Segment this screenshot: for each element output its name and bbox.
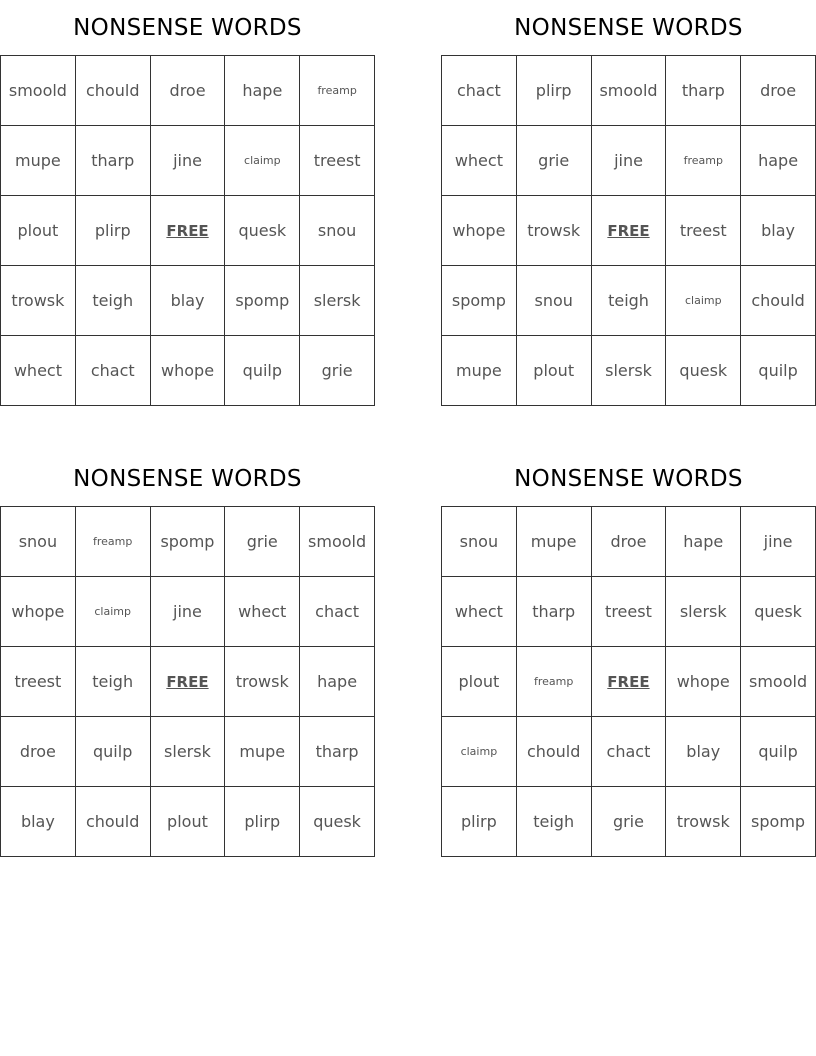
word-cell: mupe xyxy=(1,126,76,196)
grid-row xyxy=(1,787,375,857)
word-cell: whope xyxy=(1,577,76,647)
grid-row xyxy=(1,266,375,336)
grid-row xyxy=(1,717,375,787)
grid-row xyxy=(442,266,816,336)
word-cell: plout xyxy=(150,787,225,857)
word-cell: grie xyxy=(225,507,300,577)
word-cell: jine xyxy=(150,126,225,196)
word-cell: quesk xyxy=(741,577,816,647)
grid-row xyxy=(1,336,375,406)
word-grid xyxy=(441,506,816,857)
word-cell: mupe xyxy=(516,507,591,577)
word-cell: whect xyxy=(1,336,76,406)
word-cell: droe xyxy=(150,56,225,126)
word-cell: claimp xyxy=(666,266,741,336)
word-cell: teigh xyxy=(75,266,150,336)
word-cell: spomp xyxy=(150,507,225,577)
word-cell: claimp xyxy=(75,577,150,647)
word-cell: smoold xyxy=(591,56,666,126)
grid-row xyxy=(442,507,816,577)
word-cell: whect xyxy=(442,577,517,647)
word-cell: smoold xyxy=(300,507,375,577)
word-cell: whope xyxy=(150,336,225,406)
card-title: NONSENSE WORDS xyxy=(73,15,302,41)
word-cell: jine xyxy=(150,577,225,647)
word-cell: tharp xyxy=(75,126,150,196)
word-cell: freamp xyxy=(666,126,741,196)
word-cell: jine xyxy=(591,126,666,196)
grid-row xyxy=(442,787,816,857)
word-cell: trowsk xyxy=(516,196,591,266)
word-cell: blay xyxy=(1,787,76,857)
word-cell: snou xyxy=(1,507,76,577)
word-cell: slersk xyxy=(591,336,666,406)
grid-row xyxy=(1,577,375,647)
word-grid xyxy=(0,506,375,857)
word-cell: plirp xyxy=(516,56,591,126)
word-cell: chould xyxy=(741,266,816,336)
word-cell: claimp xyxy=(442,717,517,787)
bingo-card xyxy=(0,0,375,406)
card-title: NONSENSE WORDS xyxy=(514,466,743,492)
word-cell: droe xyxy=(591,507,666,577)
word-cell: freamp xyxy=(516,647,591,717)
word-cell: blay xyxy=(741,196,816,266)
word-cell: chould xyxy=(75,787,150,857)
word-cell: droe xyxy=(741,56,816,126)
word-cell: trowsk xyxy=(225,647,300,717)
word-cell: treest xyxy=(300,126,375,196)
grid-row xyxy=(442,196,816,266)
grid-row xyxy=(442,577,816,647)
grid-row xyxy=(1,126,375,196)
word-cell: whect xyxy=(442,126,517,196)
grid-row xyxy=(1,196,375,266)
word-cell: grie xyxy=(591,787,666,857)
word-cell: smoold xyxy=(1,56,76,126)
word-cell: hape xyxy=(666,507,741,577)
word-cell: treest xyxy=(666,196,741,266)
word-cell: plirp xyxy=(75,196,150,266)
word-cell: grie xyxy=(516,126,591,196)
word-cell: plout xyxy=(516,336,591,406)
grid-row xyxy=(1,647,375,717)
word-cell: freamp xyxy=(300,56,375,126)
word-cell: plirp xyxy=(442,787,517,857)
word-cell: grie xyxy=(300,336,375,406)
word-cell: plirp xyxy=(225,787,300,857)
word-cell: chact xyxy=(591,717,666,787)
word-cell: trowsk xyxy=(666,787,741,857)
word-grid xyxy=(441,55,816,406)
word-cell: blay xyxy=(666,717,741,787)
word-cell: chact xyxy=(442,56,517,126)
word-cell: hape xyxy=(300,647,375,717)
grid-row xyxy=(442,336,816,406)
word-cell: plout xyxy=(1,196,76,266)
grid-row xyxy=(1,56,375,126)
free-space: FREE xyxy=(591,647,666,717)
word-cell: blay xyxy=(150,266,225,336)
word-cell: spomp xyxy=(741,787,816,857)
word-cell: whope xyxy=(442,196,517,266)
grid-row xyxy=(442,647,816,717)
word-cell: trowsk xyxy=(1,266,76,336)
word-cell: teigh xyxy=(516,787,591,857)
word-cell: spomp xyxy=(225,266,300,336)
grid-row xyxy=(1,507,375,577)
word-cell: plout xyxy=(442,647,517,717)
grid-row xyxy=(442,717,816,787)
word-cell: quilp xyxy=(75,717,150,787)
word-cell: spomp xyxy=(442,266,517,336)
word-cell: mupe xyxy=(442,336,517,406)
word-cell: whect xyxy=(225,577,300,647)
word-cell: droe xyxy=(1,717,76,787)
word-cell: tharp xyxy=(300,717,375,787)
word-cell: claimp xyxy=(225,126,300,196)
word-cell: chact xyxy=(75,336,150,406)
word-cell: quesk xyxy=(225,196,300,266)
card-title: NONSENSE WORDS xyxy=(514,15,743,41)
bingo-card xyxy=(441,0,816,406)
word-cell: teigh xyxy=(75,647,150,717)
word-cell: tharp xyxy=(666,56,741,126)
word-cell: quesk xyxy=(666,336,741,406)
word-cell: hape xyxy=(225,56,300,126)
word-cell: treest xyxy=(1,647,76,717)
word-grid xyxy=(0,55,375,406)
word-cell: freamp xyxy=(75,507,150,577)
word-cell: chould xyxy=(75,56,150,126)
word-cell: snou xyxy=(442,507,517,577)
word-cell: chact xyxy=(300,577,375,647)
word-cell: slersk xyxy=(666,577,741,647)
grid-row xyxy=(442,56,816,126)
word-cell: quilp xyxy=(741,717,816,787)
grid-row xyxy=(442,126,816,196)
word-cell: quilp xyxy=(741,336,816,406)
word-cell: whope xyxy=(666,647,741,717)
word-cell: snou xyxy=(516,266,591,336)
word-cell: smoold xyxy=(741,647,816,717)
bingo-card xyxy=(0,451,375,857)
word-cell: hape xyxy=(741,126,816,196)
word-cell: quilp xyxy=(225,336,300,406)
word-cell: quesk xyxy=(300,787,375,857)
word-cell: tharp xyxy=(516,577,591,647)
free-space: FREE xyxy=(150,196,225,266)
word-cell: slersk xyxy=(300,266,375,336)
free-space: FREE xyxy=(150,647,225,717)
word-cell: teigh xyxy=(591,266,666,336)
word-cell: chould xyxy=(516,717,591,787)
free-space: FREE xyxy=(591,196,666,266)
word-cell: slersk xyxy=(150,717,225,787)
card-title: NONSENSE WORDS xyxy=(73,466,302,492)
word-cell: snou xyxy=(300,196,375,266)
word-cell: mupe xyxy=(225,717,300,787)
bingo-card xyxy=(441,451,816,857)
word-cell: jine xyxy=(741,507,816,577)
word-cell: treest xyxy=(591,577,666,647)
